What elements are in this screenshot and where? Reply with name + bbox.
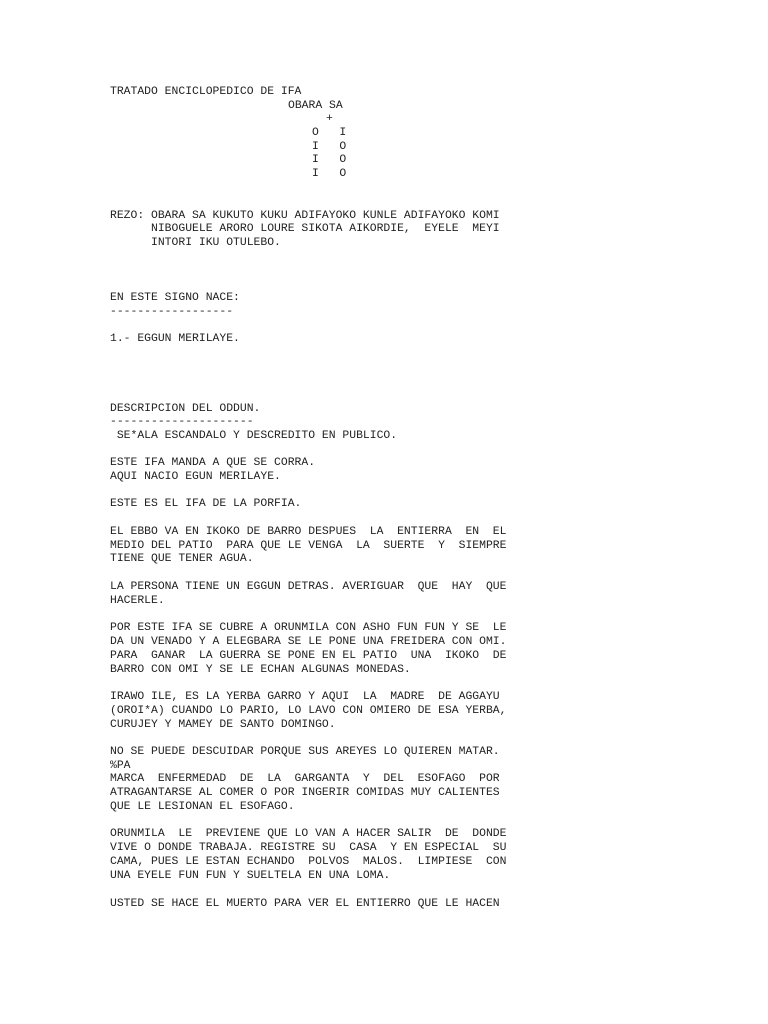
rezo-line-3: INTORI IKU OTULEBO. (110, 236, 281, 249)
paragraph-5-line-1: POR ESTE IFA SE CUBRE A ORUNMILA CON ASHO FUN FUN Y SE LE (110, 622, 507, 634)
nace-underline: ------------------ (110, 305, 234, 318)
paragraph-8-line-1: ORUNMILA LE PREVIENE QUE LO VAN A HACER SALIR DE DONDE (110, 828, 507, 840)
paragraph-8-line-2: VIVE O DONDE TRABAJA. REGISTRE SU CASA Y EN ESPECIAL SU (110, 842, 507, 854)
paragraph-9-line-1: USTED SE HACE EL MUERTO PARA VER EL ENTIERRO QUE LE HACEN (110, 897, 500, 910)
paragraph-7-line-5: QUE LE LESIONAN EL ESOFAGO. (110, 801, 295, 813)
paragraph-2-line-1: ESTE ES EL IFA DE LA PORFIA. (110, 498, 302, 510)
paragraph-3-line-1: EL EBBO VA EN IKOKO DE BARRO DESPUES LA ENTIERRA EN EL (110, 526, 507, 538)
descripcion-subtitle: SE*ALA ESCANDALO Y DESCREDITO EN PUBLICO. (110, 429, 398, 442)
paragraph-1-line-1: ESTE IFA MANDA A QUE SE CORRA. (110, 457, 316, 469)
paragraph-7-line-1: NO SE PUEDE DESCUIDAR PORQUE SUS AREYES LO QUIEREN MATAR. (110, 746, 500, 758)
oddun-name: OBARA SA (288, 99, 343, 112)
paragraph-6-line-3: CURUJEY Y MAMEY DE SANTO DOMINGO. (110, 719, 336, 731)
paragraph-6-line-1: IRAWO ILE, ES LA YERBA GARRO Y AQUI LA MADRE DE AGGAYU (110, 691, 500, 703)
descripcion-heading: DESCRIPCION DEL ODDUN. (110, 402, 261, 415)
nace-item: 1.- EGGUN MERILAYE. (110, 333, 240, 345)
rezo-line-2: NIBOGUELE ARORO LOURE SIKOTA AIKORDIE, EYELE MEYI (110, 223, 500, 235)
paragraph-5-line-2: DA UN VENADO Y A ELEGBARA SE LE PONE UNA FREIDERA CON OMI. (110, 636, 507, 648)
paragraph-3-line-3: TIENE QUE TENER AGUA. (110, 553, 254, 565)
paragraph-7-line-4: ATRAGANTARSE AL COMER O POR INGERIR COMIDAS MUY CALIENTES (110, 787, 500, 799)
paragraph-7-line-2: %PA (110, 759, 131, 772)
paragraph-5-line-3: PARA GANAR LA GUERRA SE PONE EN EL PATIO UNA IKOKO DE (110, 650, 507, 662)
sign-mark: + (326, 113, 333, 125)
paragraph-8-line-4: UNA EYELE FUN FUN Y SUELTELA EN UNA LOMA. (110, 870, 391, 882)
sign-row-3: I O (312, 154, 347, 166)
rezo-line-1: REZO: OBARA SA KUKUTO KUKU ADIFAYOKO KUNLE ADIFAYOKO KOMI (110, 209, 500, 222)
paragraph-1-line-2: AQUI NACIO EGUN MERILAYE. (110, 470, 281, 483)
paragraph-5-line-4: BARRO CON OMI Y SE LE ECHAN ALGUNAS MONEDAS. (110, 664, 411, 676)
sign-row-4: I O (312, 167, 347, 180)
sign-row-1: O I (312, 127, 347, 139)
sign-row-2: I O (312, 140, 347, 153)
nace-heading: EN ESTE SIGNO NACE: (110, 292, 240, 304)
descripcion-underline: --------------------- (110, 416, 254, 428)
paragraph-4-line-2: HACERLE. (110, 594, 165, 607)
paragraph-6-line-2: (OROI*A) CUANDO LO PARIO, LO LAVO CON OMIERO DE ESA YERBA, (110, 705, 507, 717)
paragraph-3-line-2: MEDIO DEL PATIO PARA QUE LE VENGA LA SUERTE Y SIEMPRE (110, 539, 507, 552)
document-title: TRATADO ENCICLOPEDICO DE IFA (110, 86, 302, 98)
paragraph-4-line-1: LA PERSONA TIENE UN EGGUN DETRAS. AVERIGUAR QUE HAY QUE (110, 581, 507, 593)
paragraph-8-line-3: CAMA, PUES LE ESTAN ECHANDO POLVOS MALOS. LIMPIESE CON (110, 856, 507, 868)
paragraph-7-line-3: MARCA ENFERMEDAD DE LA GARGANTA Y DEL ESOFAGO POR (110, 773, 500, 785)
